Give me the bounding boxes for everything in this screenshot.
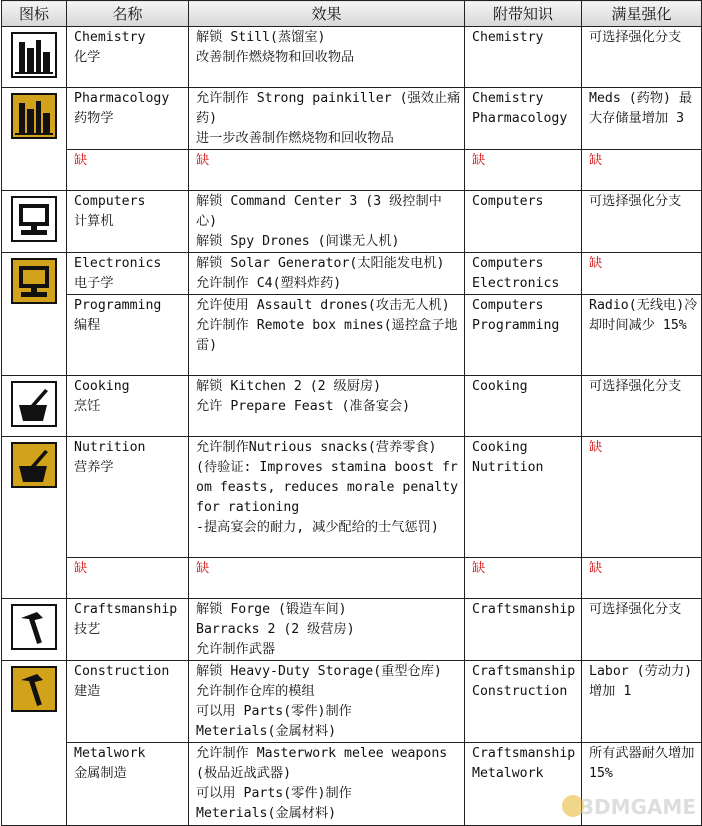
skill-name: Craftsmanship [74,602,178,617]
knowledge-item: Programming [472,318,560,333]
effect-line: 允许使用 Assault drones(攻击无人机) [196,298,450,313]
icon-cell [2,661,67,826]
table-row [2,661,702,743]
icon-cell [2,88,67,191]
skill-name: Pharmacology [74,91,170,106]
header-icon: 图标 [2,1,67,27]
effect-line: 进一步改善制作燃烧物和回收物品 [196,131,394,146]
effect-line: 解锁 Spy Drones (间谍无人机) [196,234,400,249]
effect-line: 允许制作 Strong painkiller (强效止痛药) [196,91,461,126]
knowledge-cell [465,437,582,558]
knowledge-item: Computers [472,298,544,313]
skill-name-cell [67,27,189,88]
missing-effect: 缺 [189,150,465,191]
knowledge-cell [465,253,582,295]
effect-line: 改善制作燃烧物和回收物品 [196,50,355,65]
effect-line: 允许制作 Remote box mines(遥控盒子地雷) [196,318,458,353]
effect-line: 允许 Prepare Feast (准备宴会) [196,399,411,414]
icon-cell [2,191,67,253]
missing-row [2,150,702,191]
skill-name: 金属制造 [74,766,127,781]
construction-icon [11,666,57,712]
table-row [2,599,702,661]
star-bonus-cell [582,253,702,295]
effect-line: 解锁 Forge (锻造车间) [196,602,347,617]
missing-name: 缺 [67,558,189,599]
knowledge-item: Computers [472,194,544,209]
effect-line: 解锁 Still(蒸馏室) [196,30,326,45]
table-row [2,27,702,88]
effect-cell [189,599,465,661]
knowledge-cell [465,376,582,437]
star-bonus-cell [582,27,702,88]
effect-line: Meterials(金属材料) [196,806,337,821]
table-header-row [2,1,702,27]
star-bonus: Radio(无线电)冷却时间减少 15% [589,298,698,333]
knowledge-item: Construction [472,684,568,699]
knowledge-item: Pharmacology [472,111,568,126]
skill-name: Computers [74,194,146,209]
table-row [2,295,702,376]
skill-name: 药物学 [74,111,114,126]
effect-line: 解锁 Kitchen 2 (2 级厨房) [196,379,382,394]
table-row [2,191,702,253]
effect-line: 允许制作武器 [196,642,276,657]
knowledge-item: Craftsmanship [472,664,576,679]
effect-line: 解锁 Solar Generator(太阳能发电机) [196,256,445,271]
header-knowledge: 附带知识 [465,1,582,27]
knowledge-cell [465,88,582,150]
effect-line: 可以用 Parts(零件)制作 [196,704,352,719]
skill-name-cell [67,743,189,826]
missing-star: 缺 [582,150,702,191]
icon-cell [2,253,67,376]
star-bonus-cell [582,661,702,743]
star-bonus: 可选择强化分支 [589,30,682,45]
skill-name-cell [67,661,189,743]
effect-cell [189,88,465,150]
watermark: 3DMGAME [580,795,696,819]
effect-line: Barracks 2 (2 级营房) [196,622,355,637]
effect-line: -提高宴会的耐力, 减少配给的士气惩罚) [196,520,439,535]
knowledge-cell [465,191,582,253]
skill-name: 营养学 [74,460,114,475]
skill-name: Metalwork [74,746,146,761]
effect-cell [189,191,465,253]
knowledge-item: Craftsmanship [472,746,576,761]
skills-table [1,0,702,826]
missing-knowledge: 缺 [465,150,582,191]
skill-name-cell [67,376,189,437]
icon-cell [2,437,67,599]
star-bonus: 可选择强化分支 [589,602,682,617]
missing-knowledge: 缺 [465,558,582,599]
knowledge-cell [465,295,582,376]
star-bonus: 所有武器耐久增加 15% [589,746,695,781]
chemistry-icon [11,32,57,78]
star-bonus: 可选择强化分支 [589,379,682,394]
skill-name: Nutrition [74,440,146,455]
table-row [2,253,702,295]
skill-name: 计算机 [74,214,114,229]
skill-name-cell [67,253,189,295]
nutrition-icon [11,442,57,488]
knowledge-item: Chemistry [472,30,544,45]
star-bonus: Labor (劳动力) 增加 1 [589,664,693,699]
effect-cell [189,743,465,826]
skill-name: 烹饪 [74,399,101,414]
skill-name-cell [67,191,189,253]
header-star: 满星强化 [582,1,702,27]
skill-name: 化学 [74,50,101,65]
knowledge-item: Chemistry [472,91,544,106]
cooking-icon [11,381,57,427]
effect-cell [189,253,465,295]
header-effect: 效果 [189,1,465,27]
skill-name: Construction [74,664,170,679]
effect-cell [189,661,465,743]
knowledge-item: Cooking [472,379,528,394]
skill-name: Chemistry [74,30,146,45]
missing-row [2,558,702,599]
star-bonus-cell [582,295,702,376]
star-bonus-cell [582,376,702,437]
skill-name: Electronics [74,256,162,271]
effect-cell [189,295,465,376]
table-row [2,88,702,150]
star-bonus-cell [582,191,702,253]
effect-line: Meterials(金属材料) [196,724,337,739]
knowledge-item: Cooking [472,440,528,455]
effect-line: 允许制作仓库的模组 [196,684,315,699]
knowledge-item: Computers [472,256,544,271]
star-bonus: 缺 [589,440,603,455]
skill-name: 编程 [74,318,101,333]
effect-line: 允许制作Nutrious snacks(营养零食) [196,440,437,455]
table-row [2,437,702,558]
electronics-icon [11,258,57,304]
knowledge-cell [465,27,582,88]
skill-name-cell [67,295,189,376]
effect-line: 可以用 Parts(零件)制作 [196,786,352,801]
icon-cell [2,376,67,437]
skill-name: 建造 [74,684,101,699]
table-row [2,376,702,437]
knowledge-cell [465,599,582,661]
star-bonus: 缺 [589,256,603,271]
knowledge-item: Craftsmanship [472,602,576,617]
knowledge-item: Metalwork [472,766,544,781]
effect-line: 允许制作 C4(塑料炸药) [196,276,342,291]
icon-cell [2,599,67,661]
skill-name-cell [67,437,189,558]
star-bonus: 可选择强化分支 [589,194,682,209]
skill-name: 电子学 [74,276,114,291]
effect-cell [189,376,465,437]
effect-line: (待验证: Improves stamina boost from feasts, reduces morale penalty for rationing [196,460,459,515]
knowledge-item: Nutrition [472,460,544,475]
missing-effect: 缺 [189,558,465,599]
computers-icon [11,196,57,242]
effect-line: 允许制作 Masterwork melee weapons(极品近战武器) [196,746,448,781]
header-name: 名称 [67,1,189,27]
effect-line: 解锁 Command Center 3 (3 级控制中心) [196,194,442,229]
missing-star: 缺 [582,558,702,599]
effect-line: 解锁 Heavy-Duty Storage(重型仓库) [196,664,442,679]
missing-name: 缺 [67,150,189,191]
effect-cell [189,27,465,88]
knowledge-cell [465,661,582,743]
effect-cell [189,437,465,558]
skill-name: 技艺 [74,622,101,637]
skill-name: Cooking [74,379,130,394]
icon-cell [2,27,67,88]
star-bonus-cell [582,599,702,661]
star-bonus-cell [582,88,702,150]
skill-name-cell [67,599,189,661]
pharmacology-icon [11,93,57,139]
skill-name-cell [67,88,189,150]
knowledge-item: Electronics [472,276,560,291]
star-bonus: Meds (药物) 最大存储量增加 3 [589,91,693,126]
skill-name: Programming [74,298,162,313]
star-bonus-cell [582,437,702,558]
craftsmanship-icon [11,604,57,650]
